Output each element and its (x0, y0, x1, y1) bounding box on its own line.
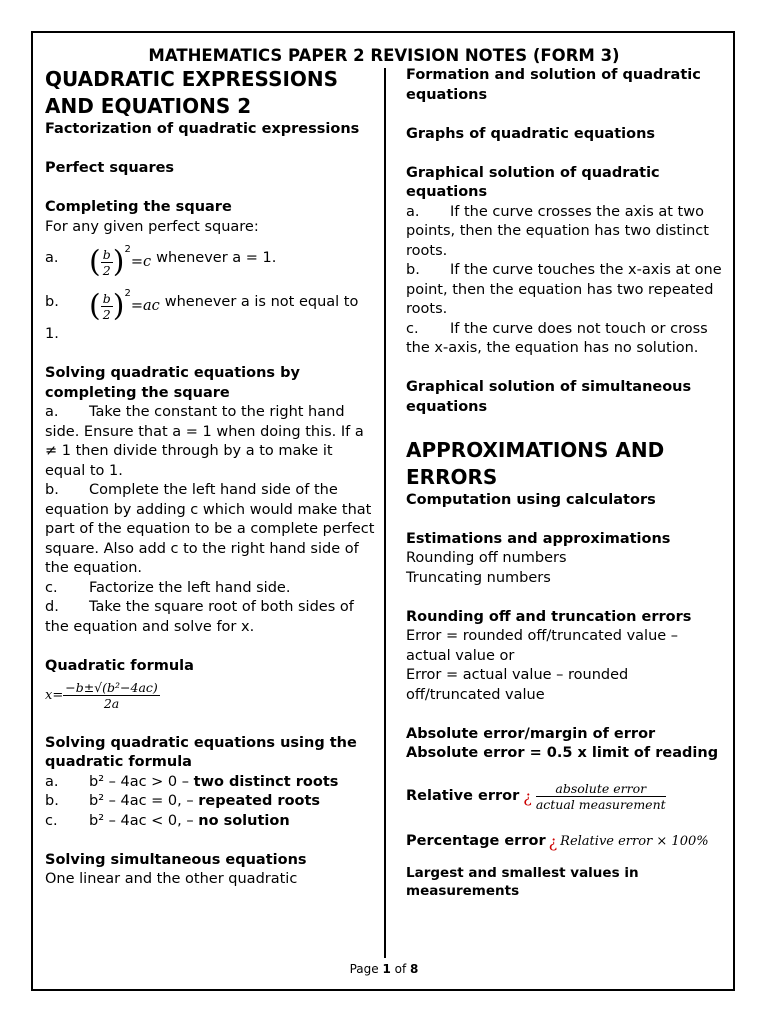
heading-graphs: Graphs of quadratic equations (406, 125, 656, 142)
simultaneous-text: One linear and the other quadratic (45, 871, 298, 887)
heading-graphical-solution: Graphical solution of quadratic equations (406, 164, 660, 200)
solving-cs-steps (45, 403, 375, 637)
discriminant-case: a. b² – 4ac > 0 – two distinct roots (45, 773, 339, 790)
heading-rounding-truncation-errors: Rounding off and truncation errors (406, 608, 692, 625)
relative-error-line: Relative error ¿ $\frac{\text{absolute error}}{\text{actual measurement}}$ (406, 781, 666, 812)
list-item: a. Take the constant to the right hand side. Ensure that a = 1 when doing this. If a ≠ 1 then divide through by a to make it equal to 1. (45, 404, 364, 479)
heading-estimations: Estimations and approximations (406, 530, 671, 547)
percentage-error-line: Percentage error ¿ Relative error × 100% (406, 832, 709, 851)
cs-item-b: b. ( $\frac{b}{2}$ )$^2$=ac whenever a is not equal to (45, 281, 375, 325)
list-item: d. Take the square root of both sides of the equation and solve for x. (45, 599, 354, 635)
list-item: c. Factorize the left hand side. (45, 579, 291, 596)
heading-largest-smallest: Largest and smallest values in measurements (406, 864, 639, 899)
right-column (406, 66, 726, 900)
heading-solving-using-formula: Solving quadratic equations using the quadratic formula (45, 734, 357, 770)
formula-b-over-2-squared-eq-ac: ( $\frac{b}{2}$ )$^2$=ac (89, 288, 160, 324)
heading-graphical-simultaneous: Graphical solution of simultaneous equations (406, 379, 692, 415)
heading-simultaneous-equations: Solving simultaneous equations (45, 851, 307, 868)
graphical-solution-list (406, 203, 726, 359)
list-item: b. Complete the left hand side of the equation by adding c which would make that part of the equation to be a complete perfect square. Also add c to the right hand side of the equation. (45, 482, 375, 576)
page-footer: Page 1 of 8 (349, 962, 419, 976)
left-column (45, 66, 375, 890)
truncating-text: Truncating numbers (406, 569, 551, 586)
discriminant-case: c. b² – 4ac < 0, – no solution (45, 812, 290, 829)
absolute-error-definition: Absolute error = 0.5 x limit of reading (406, 745, 719, 761)
column-divider (384, 68, 386, 958)
rounding-text: Rounding off numbers (406, 550, 567, 566)
heading-computation: Computation using calculators (406, 491, 656, 508)
relative-error-fraction: $\frac{\text{absolute error}}{\text{actual measurement}}$ (535, 781, 666, 812)
formula-b-over-2-squared-eq-c: ( $\frac{b}{2}$ )$^2$=c (89, 244, 152, 280)
error-definition-2: Error = actual value – rounded off/truncated value (406, 667, 629, 703)
discriminant-case: b. b² – 4ac = 0, – repeated roots (45, 793, 321, 809)
page-title: MATHEMATICS PAPER 2 REVISION NOTES (FORM 3) (148, 46, 620, 65)
list-item: a. If the curve crosses the axis at two points, then the equation has two distinct roots. (406, 203, 709, 259)
heading-solving-by-completing-square: Solving quadratic equations by completing the square (45, 365, 300, 401)
topic-title-quadratics: QUADRATIC EXPRESSIONS AND EQUATIONS 2 (45, 67, 339, 118)
completing-square-intro: For any given perfect square: (45, 218, 259, 235)
heading-completing-square: Completing the square (45, 199, 232, 215)
list-item: c. If the curve does not touch or cross the x-axis, the equation has no solution. (406, 320, 708, 356)
heading-quadratic-formula: Quadratic formula (45, 657, 194, 674)
topic-title-approximations: APPROXIMATIONS AND ERRORS (406, 437, 665, 489)
heading-absolute-error: Absolute error/margin of error (406, 725, 656, 742)
heading-perfect-squares: Perfect squares (45, 160, 175, 176)
error-definition-1: Error = rounded off/truncated value – actual value or (406, 628, 679, 664)
cs-item-a: a. ( $\frac{b}{2}$ )$^2$=c whenever a = 1. (45, 237, 375, 281)
cs-item-b-continuation: 1. (45, 326, 59, 342)
heading-factorization: Factorization of quadratic expressions (45, 121, 360, 137)
list-item: b. If the curve touches the x-axis at one point, then the equation has two repeated roots. (406, 262, 722, 317)
heading-formation-solution: Formation and solution of quadratic equations (406, 67, 701, 103)
quadratic-formula: x= $\frac{\text{−b±√(b²−4ac)}}{2a}$ (45, 679, 158, 711)
